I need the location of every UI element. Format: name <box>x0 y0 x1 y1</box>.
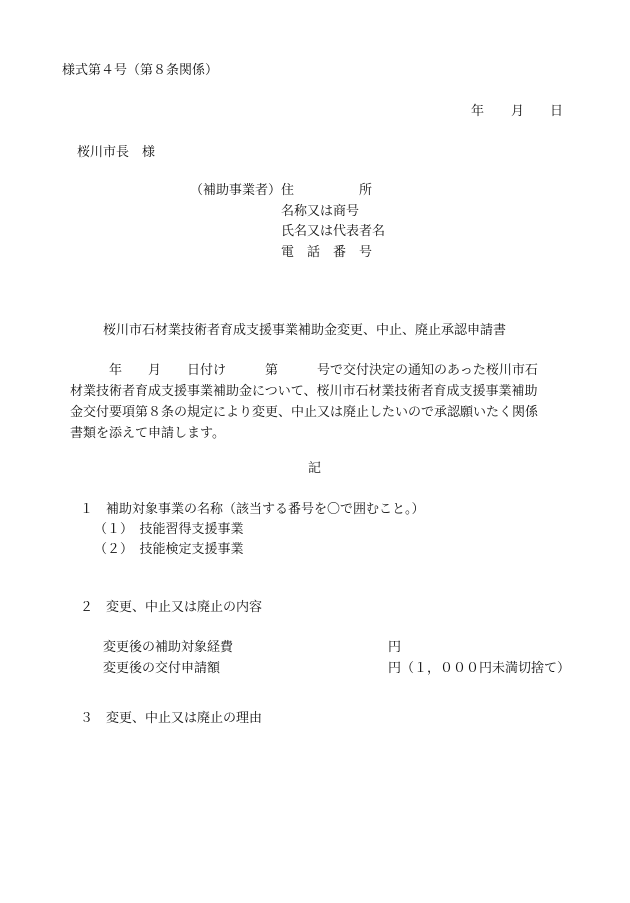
applicant-name-label: 名称又は商号 <box>281 204 360 219</box>
section2-row2-unit: 円（１，０００円未満切捨て） <box>388 661 571 676</box>
section2-row1-unit: 円 <box>388 640 402 655</box>
body-paragraph <box>70 360 566 444</box>
section3-heading: ３ 変更、中止又は廃止の理由 <box>80 711 263 726</box>
applicant-phone-label: 電 話 番 号 <box>281 245 373 260</box>
document-title: 桜川市石材業技術者育成支援事業補助金変更、中止、廃止承認申請書 <box>103 323 507 338</box>
date-month: 月 <box>511 104 525 119</box>
form-number: 様式第４号（第８条関係） <box>62 63 219 78</box>
section1-heading: １ 補助対象事業の名称（該当する番号を〇で囲むこと。） <box>80 502 425 517</box>
ki-heading: 記 <box>308 461 322 476</box>
body-line-4: 書類を添えて申請します。 <box>70 426 225 441</box>
date-day: 日 <box>550 104 564 119</box>
body-line-1: 年 月 日付け 第 号で交付決定の通知のあった桜川市石 <box>70 363 538 378</box>
section2-heading: ２ 変更、中止又は廃止の内容 <box>80 600 263 615</box>
section2-row1-label: 変更後の補助対象経費 <box>103 640 234 655</box>
applicant-address-label: 住 所 <box>281 183 373 198</box>
section1-item-1: （１） 技能習得支援事業 <box>94 522 244 537</box>
section2-row2-label: 変更後の交付申請額 <box>103 661 221 676</box>
date-year: 年 <box>471 104 485 119</box>
body-line-2: 材業技術者育成支援事業補助金について、桜川市石材業技術者育成支援事業補助 <box>70 384 538 399</box>
body-line-3: 金交付要項第８条の規定により変更、中止又は廃止したいので承認願いたく関係 <box>70 405 539 420</box>
addressee: 桜川市長 様 <box>77 145 156 160</box>
applicant-label: （補助事業者） <box>190 183 282 198</box>
section1-item-2: （２） 技能検定支援事業 <box>94 542 244 557</box>
applicant-representative-label: 氏名又は代表者名 <box>281 224 386 239</box>
